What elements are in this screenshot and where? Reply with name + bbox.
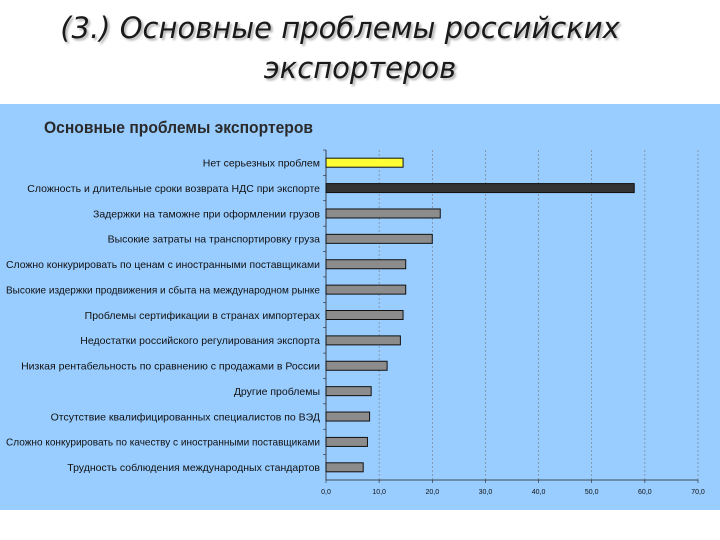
bar <box>326 285 406 294</box>
bar <box>326 463 363 472</box>
category-label: Высокие издержки продвижения и сбыта на международном рынке <box>6 284 321 297</box>
x-tick-label: 70,0 <box>691 489 705 496</box>
bar <box>326 336 400 345</box>
x-tick-label: 10,0 <box>372 489 386 496</box>
category-label: Недостатки российского регулирования экспорта <box>80 335 320 348</box>
x-tick-label: 60,0 <box>638 489 652 496</box>
category-label: Задержки на таможне при оформлении грузов <box>92 208 320 221</box>
category-label: Сложно конкурировать по качеству с иностранными поставщиками <box>6 436 321 449</box>
bar <box>326 209 440 218</box>
bar <box>326 387 371 396</box>
x-tick-label: 20,0 <box>425 489 440 496</box>
category-label: Сложно конкурировать по ценам с иностранными поставщиками <box>6 259 321 272</box>
bar <box>326 437 367 446</box>
x-tick-label: 50,0 <box>584 489 599 496</box>
category-label: Трудность соблюдения международных стандартов <box>67 462 320 475</box>
category-label: Проблемы сертификации в странах импортерах <box>84 309 320 322</box>
bar-chart <box>0 104 720 510</box>
chart-title: Основные проблемы экспортеров <box>44 118 314 137</box>
x-tick-label: 40,0 <box>531 489 546 496</box>
category-label: Низкая рентабельность по сравнению с продажами в России <box>21 360 320 373</box>
bar <box>326 412 370 421</box>
bar <box>326 311 403 320</box>
category-label: Другие проблемы <box>233 385 320 398</box>
category-label: Отсутствие квалифицированных специалистов по ВЭД <box>50 411 320 424</box>
x-tick-label: 0,0 <box>321 489 331 496</box>
bar <box>326 361 387 370</box>
chart-panel <box>0 104 720 510</box>
x-tick-label: 30,0 <box>478 489 493 496</box>
bar <box>326 158 403 167</box>
slide-title-line-1: (3.) Основные проблемы российских <box>60 11 620 45</box>
bar <box>326 184 634 193</box>
slide-title <box>0 8 720 88</box>
slide-title-line-2: экспортеров <box>263 51 457 85</box>
category-label: Высокие затраты на транспортировку груза <box>107 233 320 246</box>
bar <box>326 234 432 243</box>
category-label: Сложность и длительные сроки возврата НДС при экспорте <box>27 182 320 195</box>
bar <box>326 260 406 269</box>
category-label: Нет серьезных проблем <box>202 157 320 170</box>
